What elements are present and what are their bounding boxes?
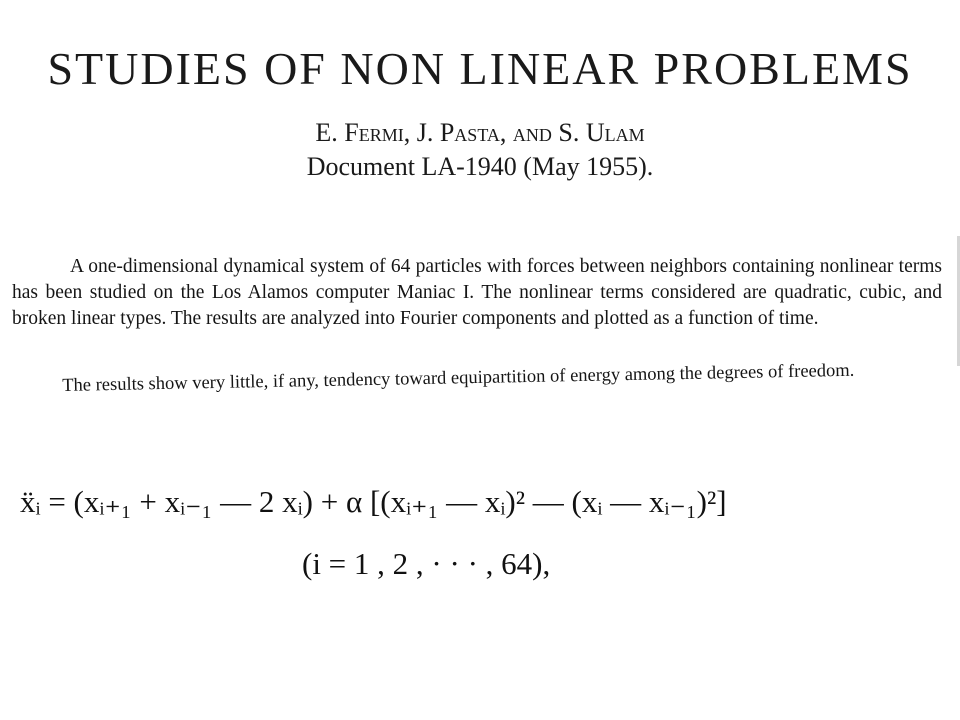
equation-of-motion: ẍᵢ = (xᵢ₊₁ + xᵢ₋₁ — 2 xᵢ) + α [(xᵢ₊₁ — xᵢ)² — (xᵢ — xᵢ₋₁)²] bbox=[20, 484, 727, 519]
paper-title: STUDIES OF NON LINEAR PROBLEMS bbox=[47, 43, 913, 94]
abstract-paragraph: A one-dimensional dynamical system of 64 particles with forces between neighbors containing nonlinear terms has been studied on the Los Alamos computer Maniac I. The nonlinear terms considered are quadratic, cubic, and broken linear types. The results are analyzed into Fourier components and plotted as a function of time. bbox=[12, 256, 942, 329]
document-reference: Document LA-1940 (May 1955). bbox=[306, 152, 654, 181]
results-paragraph: The results show very little, if any, tendency toward equipartition of energy among the degrees of freedom. bbox=[62, 360, 855, 396]
equation-index-range: (i = 1 , 2 , · · · , 64), bbox=[302, 546, 551, 581]
authors-block bbox=[0, 116, 960, 184]
author-names: E. Fermi, J. Pasta, and S. Ulam bbox=[315, 118, 645, 147]
